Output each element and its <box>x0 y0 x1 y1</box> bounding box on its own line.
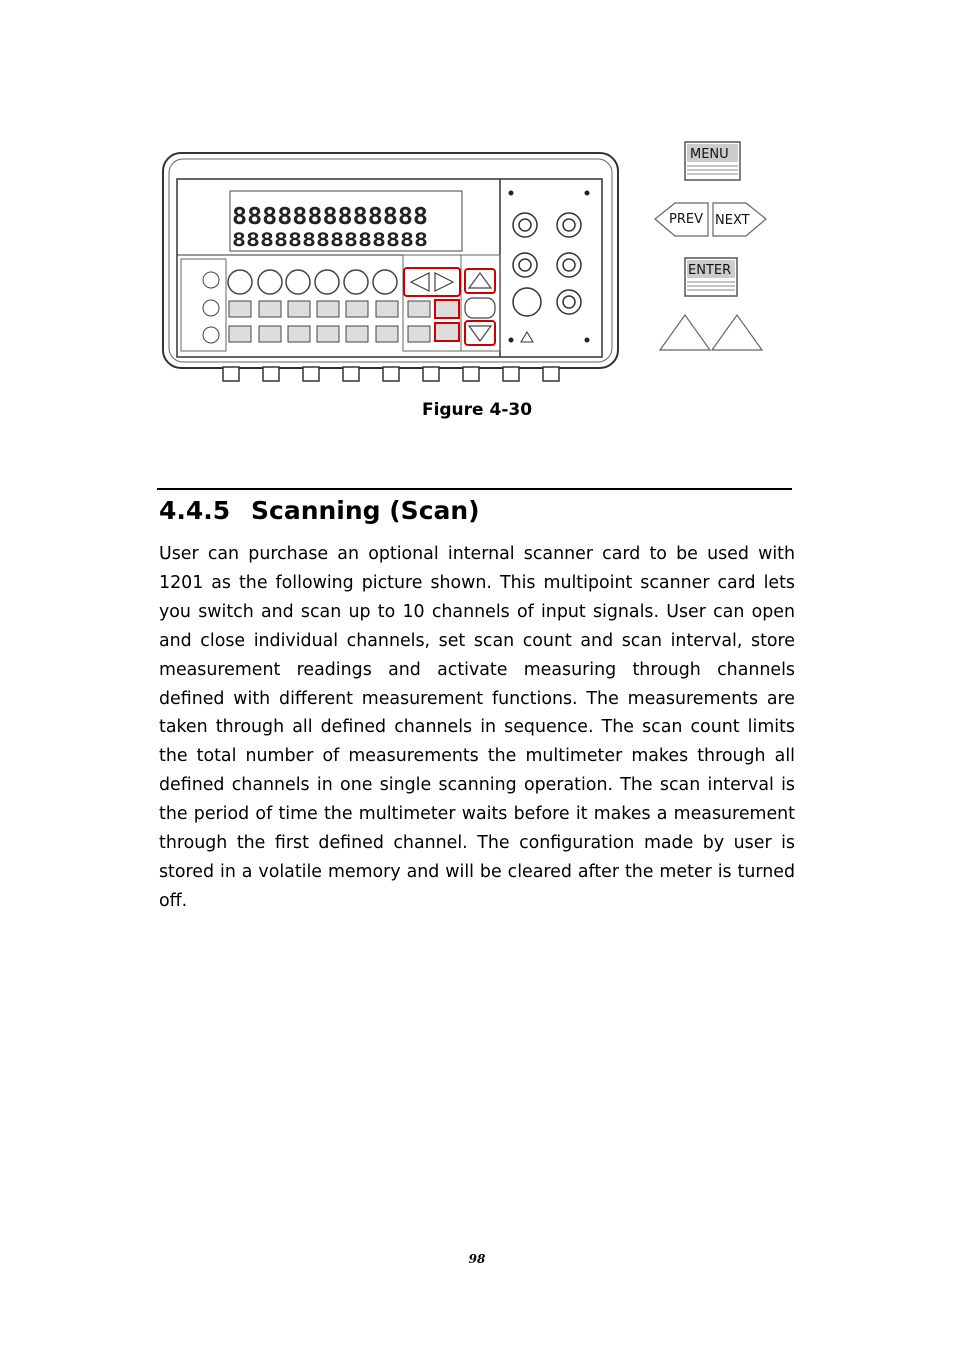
display-line-1: 8888888888888 <box>232 204 428 230</box>
up-arrow-key-left <box>660 315 710 350</box>
multimeter-front-panel <box>155 135 625 390</box>
left-small-buttons <box>203 272 219 343</box>
section-divider <box>157 488 792 490</box>
menu-key <box>685 142 740 180</box>
panel-feet <box>223 367 559 381</box>
up-arrow-key-right <box>712 315 762 350</box>
page-number: 98 <box>468 1252 486 1266</box>
figure-4-30 <box>155 135 785 395</box>
next-key-label: NEXT <box>715 213 750 228</box>
next-key <box>713 203 766 236</box>
enter-key-label: ENTER <box>688 263 732 278</box>
section-body: User can purchase an optional internal scanner card to be used with 1201 as the following picture shown. This multipoint scanner card lets you switch and scan up to 10 channels of input signals. User can open and close individual channels, set scan count and scan interval, store measurement readings and activate measuring through channels defined with different measurement functions. The measurements are taken through all defined channels in sequence. The scan count limits the total number of measurements the multimeter makes through all defined channels in one single scanning operation. The scan interval is the period of time the multimeter waits before it makes a measurement through the first defined channel. The configuration made by user is stored in a volatile memory and will be cleared after the meter is turned off. <box>159 544 795 911</box>
enter-key <box>685 258 737 296</box>
figure-caption: Figure 4-30 <box>421 400 533 420</box>
prev-key-label: PREV <box>669 212 703 227</box>
section-number: 4.4.5 <box>159 496 231 525</box>
section-title: Scanning (Scan) <box>251 496 480 525</box>
display-line-2: 88888888888888 <box>232 229 428 251</box>
prev-key <box>655 203 708 236</box>
menu-key-label: MENU <box>690 147 729 162</box>
key-legend <box>650 135 785 360</box>
section-heading <box>159 496 480 525</box>
